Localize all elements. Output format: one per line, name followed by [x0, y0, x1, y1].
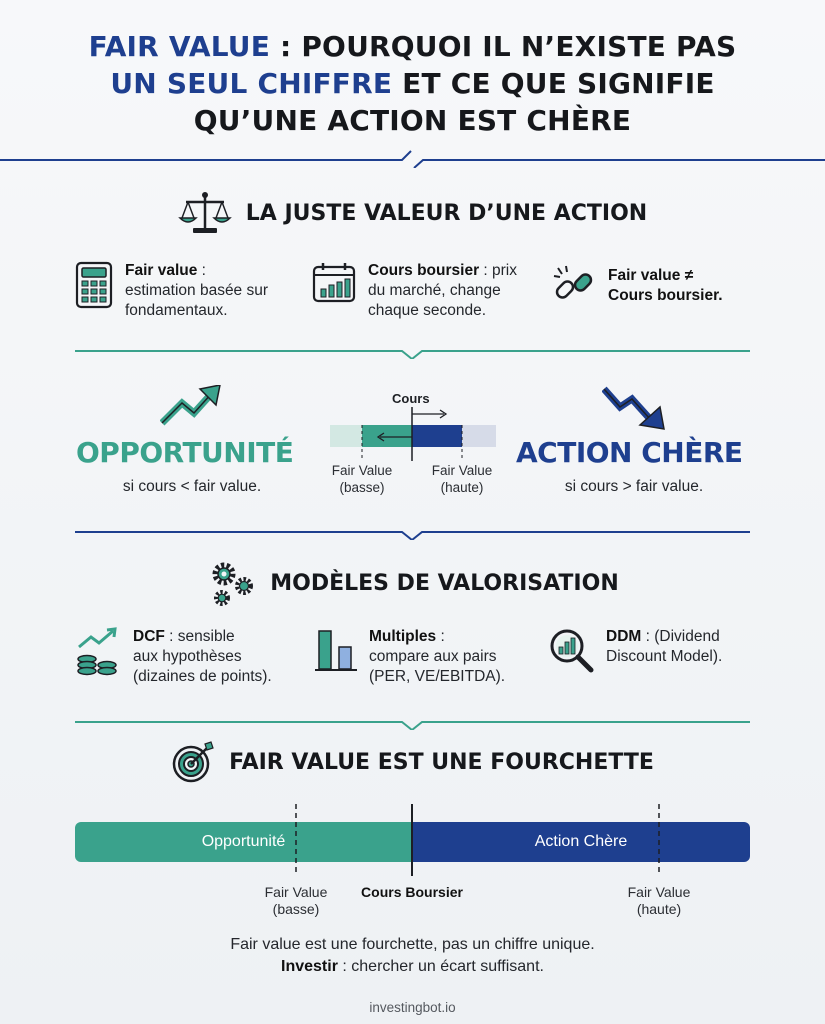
trend-up-icon: [160, 385, 222, 429]
title-text-1: : POURQUOI IL N’EXISTE PAS: [270, 30, 737, 63]
dcf-model: [75, 627, 272, 687]
section-modeles-heading: [0, 558, 825, 608]
conclusion-line-1: Fair value est une fourchette, pas un chiffre unique.: [230, 936, 595, 953]
bar-chart-icon: [315, 627, 357, 673]
calculator-icon: [75, 261, 113, 309]
range-fv-low-label: Fair Value (basse): [264, 884, 328, 917]
target-icon: [171, 740, 215, 784]
mini-fv-low-label: Fair Value (basse): [331, 463, 393, 495]
trend-down-icon: [602, 385, 668, 431]
fair-value-text: Fair value : estimation basée sur fondamentaux.: [125, 262, 269, 319]
footer-brand: investingbot.io: [369, 1000, 456, 1015]
cours-boursier-text: Cours boursier : prix du marché, change chaque seconde.: [368, 262, 518, 319]
page-title: [0, 28, 825, 139]
title-highlight-2: UN SEUL CHIFFRE: [110, 67, 393, 100]
header-divider: [0, 146, 825, 168]
title-highlight-1: FAIR VALUE: [88, 30, 271, 63]
broken-link-icon: [552, 264, 596, 308]
section-juste-valeur-heading: [0, 190, 825, 236]
magnifier-chart-icon: [548, 627, 594, 673]
dcf-text: DCF : sensible aux hypothèses (dizaines de points).: [133, 628, 272, 685]
range-fv-high-label: Fair Value (haute): [627, 884, 691, 917]
opportunite-label: OPPORTUNITÉ: [76, 436, 294, 469]
ddm-text: DDM : (Dividend Discount Model).: [606, 628, 723, 665]
section-fourchette-heading: [0, 740, 825, 784]
section-heading-text: FAIR VALUE EST UNE FOURCHETTE: [229, 749, 654, 775]
section-heading-text: MODÈLES DE VALORISATION: [270, 570, 619, 596]
action-chere-condition: si cours > fair value.: [564, 478, 704, 495]
multiples-text: Multiples : compare aux pairs (PER, VE/EBITDA).: [369, 628, 506, 685]
title-text-2: ET CE QUE SIGNIFIE: [392, 67, 715, 100]
not-equal-text: Fair value ≠ Cours boursier.: [608, 267, 723, 304]
cours-boursier-definition: [312, 261, 517, 321]
mini-fv-high-label: Fair Value (haute): [431, 463, 493, 495]
multiples-model: [315, 627, 505, 687]
conclusion-line-2: Investir : chercher un écart suffisant.: [281, 958, 544, 975]
divider-teal-1: [75, 345, 750, 359]
conclusion: [0, 934, 825, 978]
range-opportunite-segment: Opportunité: [75, 822, 412, 862]
coins-growth-icon: [75, 627, 121, 677]
fair-value-not-equal: [552, 264, 723, 308]
gears-icon: [206, 558, 256, 608]
range-action-chere-segment: Action Chère: [412, 822, 750, 862]
scales-icon: [178, 190, 232, 236]
calendar-chart-icon: [312, 261, 356, 303]
opportunite-condition: si cours < fair value.: [122, 478, 262, 495]
divider-teal-2: [75, 716, 750, 730]
divider-navy-1: [75, 526, 750, 540]
mini-range-graphic: [330, 405, 496, 461]
title-text-3: QU’UNE ACTION EST CHÈRE: [193, 104, 632, 137]
range-cours-label: Cours Boursier: [361, 884, 463, 900]
cours-label: Cours: [392, 391, 430, 406]
action-chere-label: ACTION CHÈRE: [516, 436, 743, 469]
section-heading-text: LA JUSTE VALEUR D’UNE ACTION: [245, 200, 648, 226]
fair-value-definition: [75, 261, 268, 321]
ddm-model: [548, 627, 722, 673]
range-markers: [0, 804, 825, 884]
